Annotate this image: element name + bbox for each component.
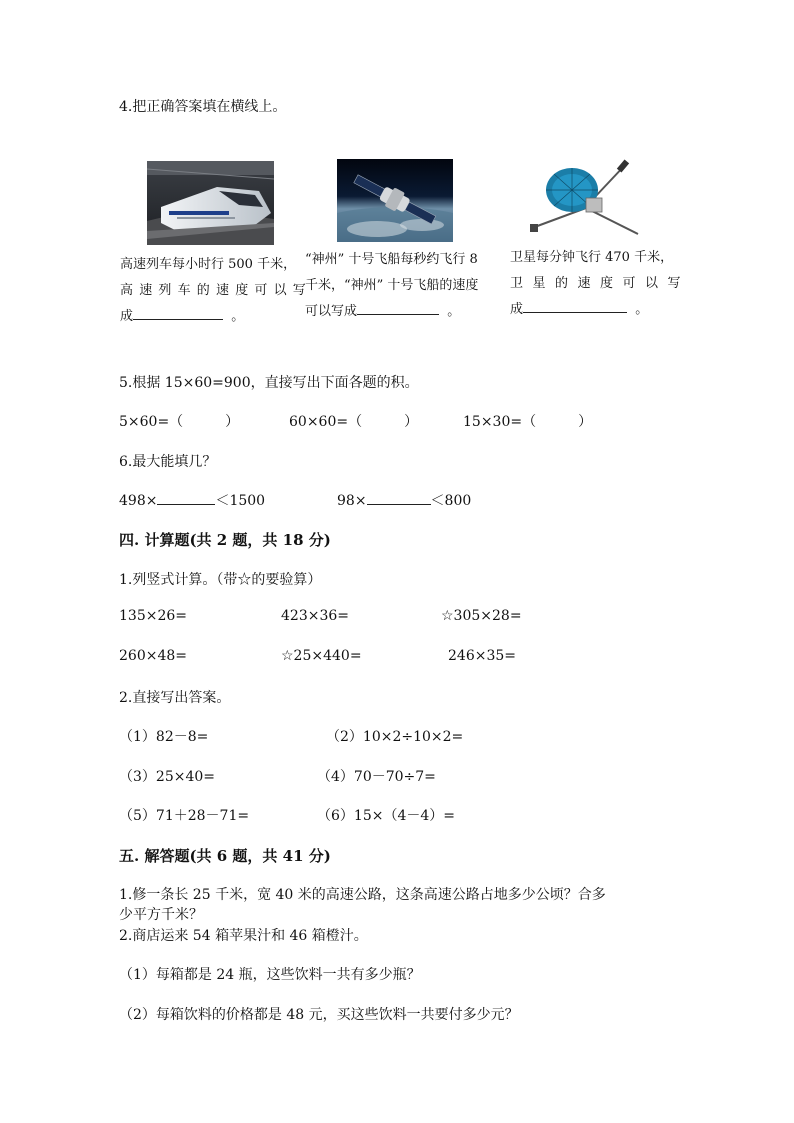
section5-q2-title: 2.商店运来 54 箱苹果汁和 46 箱橙汁。	[119, 928, 368, 944]
train-caption	[120, 252, 313, 330]
section5-title: 五. 解答题(共 6 题，共 41 分)	[119, 847, 331, 865]
calc-2-3: 246×35=	[448, 648, 516, 664]
spacecraft-image	[337, 159, 453, 242]
satellite-caption-line3b: 。	[635, 302, 649, 317]
q6-item-1-right: ＜1500	[215, 493, 266, 509]
q6-item-1-left: 498×	[119, 493, 158, 509]
q6-title: 6.最大能填几？	[119, 454, 217, 470]
calc-1-2: 423×36=	[281, 608, 349, 624]
satellite-caption	[510, 245, 691, 323]
satellite-caption-line1: 卫星每分钟飞行 470 千米，	[510, 250, 674, 265]
q4-title: 4.把正确答案填在横线上。	[119, 99, 287, 115]
section4-title: 四. 计算题(共 2 题，共 18 分)	[119, 531, 331, 549]
train-caption-line1: 高速列车每小时行 500 千米，	[120, 257, 297, 272]
q6-item-2-right: ＜800	[430, 493, 472, 509]
calc-2-2: ☆25×440=	[281, 648, 362, 664]
q6-item-1-blank[interactable]	[157, 503, 215, 505]
section5-q2-sub1: （1）每箱都是 24 瓶，这些饮料一共有多少瓶？	[119, 967, 421, 983]
q6-item-2-left: 98×	[337, 493, 367, 509]
direct-5: （5）71＋28－71=	[119, 808, 250, 824]
calc-2-1: 260×48=	[119, 648, 187, 664]
section5-q1-line2: 少平方千米？	[119, 907, 203, 923]
section4-q2-title: 2.直接写出答案。	[119, 690, 231, 706]
q5-item-2: 60×60=（ ）	[289, 414, 419, 430]
section5-q2-sub2: （2）每箱饮料的价格都是 48 元，买这些饮料一共要付多少元？	[119, 1007, 519, 1023]
train-answer-blank[interactable]	[133, 318, 223, 320]
q5-title: 5.根据 15×60=900，直接写出下面各题的积。	[119, 375, 419, 391]
spaceship-caption	[305, 247, 500, 325]
satellite-answer-blank[interactable]	[523, 311, 627, 313]
section5-q1-line1: 1.修一条长 25 千米，宽 40 米的高速公路，这条高速公路占地多少公顷？合多	[119, 887, 606, 903]
spaceship-caption-line3b: 。	[447, 304, 461, 319]
train-caption-line3b: 。	[231, 309, 245, 324]
train-image	[147, 161, 274, 245]
q6-item-1	[119, 490, 265, 510]
direct-2: （2）10×2÷10×2=	[326, 729, 464, 745]
direct-1: （1）82－8=	[119, 729, 209, 745]
direct-4: （4）70－70÷7=	[317, 769, 436, 785]
train-caption-line3a: 成	[120, 309, 134, 324]
calc-1-3: ☆305×28=	[441, 608, 522, 624]
satellite-image	[528, 158, 645, 240]
spaceship-answer-blank[interactable]	[357, 313, 439, 315]
calc-1-1: 135×26=	[119, 608, 187, 624]
q5-item-1: 5×60=（ ）	[119, 414, 240, 430]
q5-item-3: 15×30=（ ）	[463, 414, 593, 430]
section4-q1-title: 1.列竖式计算。（带☆的要验算）	[119, 572, 322, 588]
q6-item-2	[337, 490, 471, 510]
spaceship-caption-line2: 千米，“神州” 十号飞船的速度	[305, 278, 479, 293]
direct-6: （6）15×（4－4）=	[317, 808, 455, 824]
q6-item-2-blank[interactable]	[367, 503, 431, 505]
spaceship-caption-line3a: 可以写成	[305, 304, 358, 319]
train-caption-line2: 高速列车的速度可以写	[120, 283, 313, 298]
spaceship-caption-line1: “神州” 十号飞船每秒约飞行 8	[305, 252, 478, 267]
satellite-caption-line2: 卫星的速度可以写	[510, 276, 691, 291]
satellite-caption-line3a: 成	[510, 302, 524, 317]
direct-3: （3）25×40=	[119, 769, 215, 785]
